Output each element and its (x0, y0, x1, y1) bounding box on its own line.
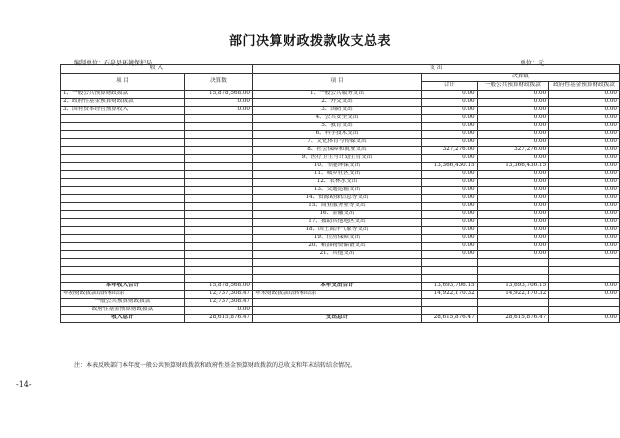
expense-general-cell: 327,276.00 (477, 146, 549, 154)
income-amount-cell (184, 210, 252, 218)
table-row (61, 122, 620, 130)
summary-row (61, 282, 620, 290)
expense-fund-cell: 0.00 (549, 98, 620, 106)
income-item-cell (61, 138, 185, 146)
table-row (61, 178, 620, 186)
expense-item-cell (252, 266, 421, 274)
table-row (61, 146, 620, 154)
expense-amount-header: 决算数 (422, 73, 620, 82)
income-item-cell (61, 274, 185, 282)
expense-item-cell: 20、粮油物资储备支出 (252, 242, 421, 250)
expense-fund-cell: 0.00 (549, 138, 620, 146)
expense-general-cell: 0.00 (477, 178, 549, 186)
expense-fund-cell: 0.00 (549, 242, 620, 250)
expense-fund-cell: 0.00 (549, 154, 620, 162)
expense-fund-cell: 0.00 (549, 122, 620, 130)
income-item-cell (61, 258, 185, 266)
income-item-cell (61, 146, 185, 154)
expense-item-cell (252, 258, 421, 266)
expense-item-cell (252, 274, 421, 282)
expense-item-cell: 4、公共安全支出 (252, 114, 421, 122)
income-item-cell (61, 186, 185, 194)
expense-total-cell: 0.00 (422, 250, 478, 258)
expense-fund-cell: 0.00 (549, 146, 620, 154)
fund-header: 政府性基金预算财政拨款 (549, 82, 620, 91)
expense-fund-cell: 0.00 (549, 194, 620, 202)
expense-total-cell: 0.00 (422, 138, 478, 146)
income-amount-cell (184, 178, 252, 186)
income-amount-cell (184, 258, 252, 266)
table-row (61, 258, 620, 266)
expense-fund-cell: 0.00 (549, 202, 620, 210)
expense-general-cell: 0.00 (477, 114, 549, 122)
expense-fund-cell: 0.00 (549, 234, 620, 242)
header-row-1 (61, 65, 620, 74)
expense-total-cell: 0.00 (422, 106, 478, 114)
income-amount-cell (184, 202, 252, 210)
income-item-cell (61, 162, 185, 170)
expense-general-cell (477, 258, 549, 266)
expense-fund-cell (549, 274, 620, 282)
expense-fund-cell: 0.00 (549, 106, 620, 114)
expense-general-cell: 0.00 (477, 218, 549, 226)
expense-item-cell: 6、科学技术支出 (252, 130, 421, 138)
income-total-label: 收入总计 (61, 314, 185, 322)
expense-fund-cell: 0.00 (549, 210, 620, 218)
summary-row (61, 298, 620, 306)
income-amount-cell (184, 266, 252, 274)
footnote: 注：本表反映部门本年度一般公共预算财政拨款和政府性基金预算财政拨款的总收支和年末结转结余情况。 (74, 362, 357, 369)
expense-fund-cell: 0.00 (549, 130, 620, 138)
expense-fund-cell (549, 258, 620, 266)
expense-total-cell: 0.00 (422, 170, 478, 178)
expense-total-cell: 13,366,430.15 (422, 162, 478, 170)
income-item-cell (61, 122, 185, 130)
expense-item-cell: 9、医疗卫生与计划生育支出 (252, 154, 421, 162)
expense-item-cell: 1、一般公共服务支出 (252, 90, 421, 98)
expense-item-cell: 10、节能环保支出 (252, 162, 421, 170)
income-item-cell (61, 242, 185, 250)
income-total-value: 28,615,876.47 (184, 314, 252, 322)
expense-total-cell: 0.00 (422, 178, 478, 186)
year-expense-total: 13,693,706.15 (422, 282, 478, 290)
income-item-cell: 3、国有资本经营预算收入 (61, 106, 185, 114)
unit-name: 编制单位：石泉县环境保护局 (74, 60, 153, 67)
table-row (61, 274, 620, 282)
year-expense-general: 13,693,706.15 (477, 282, 549, 290)
expense-total-cell: 0.00 (422, 202, 478, 210)
expense-fund-cell: 0.00 (549, 218, 620, 226)
expense-total-cell: 0.00 (422, 130, 478, 138)
table-row (61, 234, 620, 242)
expense-fund-cell: 0.00 (549, 250, 620, 258)
expense-total-cell: 0.00 (422, 114, 478, 122)
expense-item-cell: 5、教育支出 (252, 122, 421, 130)
year-income-label: 本年收入合计 (61, 282, 185, 290)
expense-general-cell (477, 274, 549, 282)
expense-item-cell: 3、国防支出 (252, 106, 421, 114)
income-amount-header: 决算数 (184, 73, 252, 90)
expense-general-cell: 0.00 (477, 98, 549, 106)
summary-row (61, 290, 620, 298)
carry-fund-value: 0.00 (184, 306, 252, 314)
income-item-cell (61, 218, 185, 226)
expense-fund-cell: 0.00 (549, 170, 620, 178)
expense-item-cell: 14、资源勘探信息等支出 (252, 194, 421, 202)
expense-fund-cell: 0.00 (549, 162, 620, 170)
carry-general-value: 12,737,308.47 (184, 298, 252, 306)
page-title: 部门决算财政拨款收支总表 (228, 34, 391, 49)
expense-total-cell: 0.00 (422, 234, 478, 242)
page-number: -14- (16, 380, 32, 389)
summary-row (61, 306, 620, 314)
carry-general-label: 一般公共预算财政拨款 (61, 298, 185, 306)
expense-fund-cell: 0.00 (549, 90, 620, 98)
income-item-cell (61, 234, 185, 242)
expense-item-cell: 16、金融支出 (252, 210, 421, 218)
income-amount-cell (184, 122, 252, 130)
income-item-cell (61, 154, 185, 162)
income-item-cell (61, 250, 185, 258)
expense-fund-cell: 0.00 (549, 186, 620, 194)
end-general: 14,922,170.32 (477, 290, 549, 298)
income-amount-cell (184, 242, 252, 250)
table-row (61, 186, 620, 194)
expense-total-cell: 0.00 (422, 242, 478, 250)
expense-fund-cell: 0.00 (549, 114, 620, 122)
expense-total-fund: 0.00 (549, 314, 620, 322)
expense-fund-cell: 0.00 (549, 178, 620, 186)
income-amount-cell (184, 146, 252, 154)
table-row (61, 106, 620, 114)
income-item-cell (61, 226, 185, 234)
expense-total-cell (422, 266, 478, 274)
table-row (61, 154, 620, 162)
carry-label: 年初财政拨款结转和结余 (61, 290, 185, 298)
end-label: 年末财政拨款结转和结余 (252, 290, 421, 298)
expense-item-cell: 11、城乡社区支出 (252, 170, 421, 178)
expense-total-cell: 0.00 (422, 218, 478, 226)
table-row (61, 250, 620, 258)
expense-general-cell: 0.00 (477, 106, 549, 114)
expense-general-cell: 0.00 (477, 210, 549, 218)
income-header: 收 入 (61, 65, 253, 74)
table-row (61, 194, 620, 202)
expense-total-cell (422, 274, 478, 282)
income-amount-cell (184, 274, 252, 282)
expense-total-general: 28,615,876.47 (477, 314, 549, 322)
income-item-cell (61, 170, 185, 178)
expense-total-cell: 0.00 (422, 154, 478, 162)
expense-item-cell: 17、援助其他地区支出 (252, 218, 421, 226)
general-header: 一般公共预算财政拨款 (477, 82, 549, 91)
currency-unit: 单位：元 (519, 60, 544, 67)
income-item-cell (61, 210, 185, 218)
expense-item-cell: 19、住房保障支出 (252, 234, 421, 242)
expense-general-cell: 0.00 (477, 226, 549, 234)
budget-table (60, 64, 620, 323)
table-row (61, 138, 620, 146)
year-expense-fund: 0.00 (549, 282, 620, 290)
income-item-cell (61, 266, 185, 274)
expense-general-cell: 0.00 (477, 130, 549, 138)
expense-general-cell (477, 266, 549, 274)
expense-general-cell: 0.00 (477, 194, 549, 202)
end-total: 14,922,170.32 (422, 290, 478, 298)
expense-general-cell: 0.00 (477, 138, 549, 146)
expense-item-cell: 18、国土海洋气象等支出 (252, 226, 421, 234)
table-row (61, 162, 620, 170)
expense-total-cell: 0.00 (422, 210, 478, 218)
income-amount-cell (184, 162, 252, 170)
expense-general-cell: 0.00 (477, 90, 549, 98)
expense-item-cell: 21、其他支出 (252, 250, 421, 258)
expense-item-cell: 15、商业服务业等支出 (252, 202, 421, 210)
expense-total-cell: 327,276.00 (422, 146, 478, 154)
expense-general-cell: 0.00 (477, 234, 549, 242)
table-row (61, 202, 620, 210)
total-header: 合计 (422, 82, 478, 91)
table-row (61, 130, 620, 138)
income-item-cell (61, 194, 185, 202)
table-row (61, 98, 620, 106)
expense-total-value: 28,615,876.47 (422, 314, 478, 322)
income-item-cell (61, 114, 185, 122)
income-amount-cell (184, 234, 252, 242)
expense-total-cell: 0.00 (422, 122, 478, 130)
income-item-cell (61, 202, 185, 210)
table-row (61, 210, 620, 218)
expense-fund-cell (549, 266, 620, 274)
table-row (61, 218, 620, 226)
table-row (61, 114, 620, 122)
table-row (61, 226, 620, 234)
income-amount-cell (184, 250, 252, 258)
expense-general-cell: 13,366,430.15 (477, 162, 549, 170)
expense-item-cell: 12、农林水支出 (252, 178, 421, 186)
expense-total-cell: 0.00 (422, 90, 478, 98)
expense-general-cell: 0.00 (477, 154, 549, 162)
grand-total-row (61, 314, 620, 322)
income-amount-cell (184, 226, 252, 234)
expense-total-cell: 0.00 (422, 98, 478, 106)
income-item-cell (61, 130, 185, 138)
income-item-cell: 2、政府性基金预算财政拨款 (61, 98, 185, 106)
header-row-2 (61, 73, 620, 82)
expense-item-cell: 7、文化体育与传媒支出 (252, 138, 421, 146)
income-amount-cell (184, 130, 252, 138)
income-amount-cell (184, 154, 252, 162)
expense-general-cell: 0.00 (477, 170, 549, 178)
income-amount-cell: 0.00 (184, 106, 252, 114)
table-row (61, 242, 620, 250)
income-amount-cell (184, 114, 252, 122)
table-row (61, 170, 620, 178)
income-amount-cell (184, 170, 252, 178)
year-expense-label: 本年支出合计 (252, 282, 421, 290)
income-amount-cell: 0.00 (184, 98, 252, 106)
expense-total-cell: 0.00 (422, 194, 478, 202)
expense-general-cell: 0.00 (477, 186, 549, 194)
income-amount-cell (184, 194, 252, 202)
year-income-value: 15,878,568.00 (184, 282, 252, 290)
table-row (61, 266, 620, 274)
expense-general-cell: 0.00 (477, 242, 549, 250)
expense-total-cell: 0.00 (422, 226, 478, 234)
income-amount-cell: 15,878,568.00 (184, 90, 252, 98)
expense-item-cell: 2、外交支出 (252, 98, 421, 106)
end-fund: 0.00 (549, 290, 620, 298)
expense-total-cell (422, 258, 478, 266)
expense-general-cell: 0.00 (477, 202, 549, 210)
carry-fund-label: 政府性基金预算财政拨款 (61, 306, 185, 314)
carry-value: 12,737,308.47 (184, 290, 252, 298)
expense-item-cell: 13、交通运输支出 (252, 186, 421, 194)
income-amount-cell (184, 186, 252, 194)
expense-general-cell: 0.00 (477, 250, 549, 258)
expense-total-label: 支出总计 (252, 314, 421, 322)
income-amount-cell (184, 138, 252, 146)
expense-fund-cell: 0.00 (549, 226, 620, 234)
income-item-cell (61, 178, 185, 186)
income-item-header: 项 目 (61, 73, 185, 90)
expense-total-cell: 0.00 (422, 186, 478, 194)
expense-item-cell: 8、社会保障和就业支出 (252, 146, 421, 154)
expense-item-header: 项 目 (252, 73, 421, 90)
expense-header: 支 出 (252, 65, 619, 74)
table-row (61, 90, 620, 98)
income-item-cell: 1、一般公共预算财政拨款 (61, 90, 185, 98)
expense-general-cell: 0.00 (477, 122, 549, 130)
income-amount-cell (184, 218, 252, 226)
